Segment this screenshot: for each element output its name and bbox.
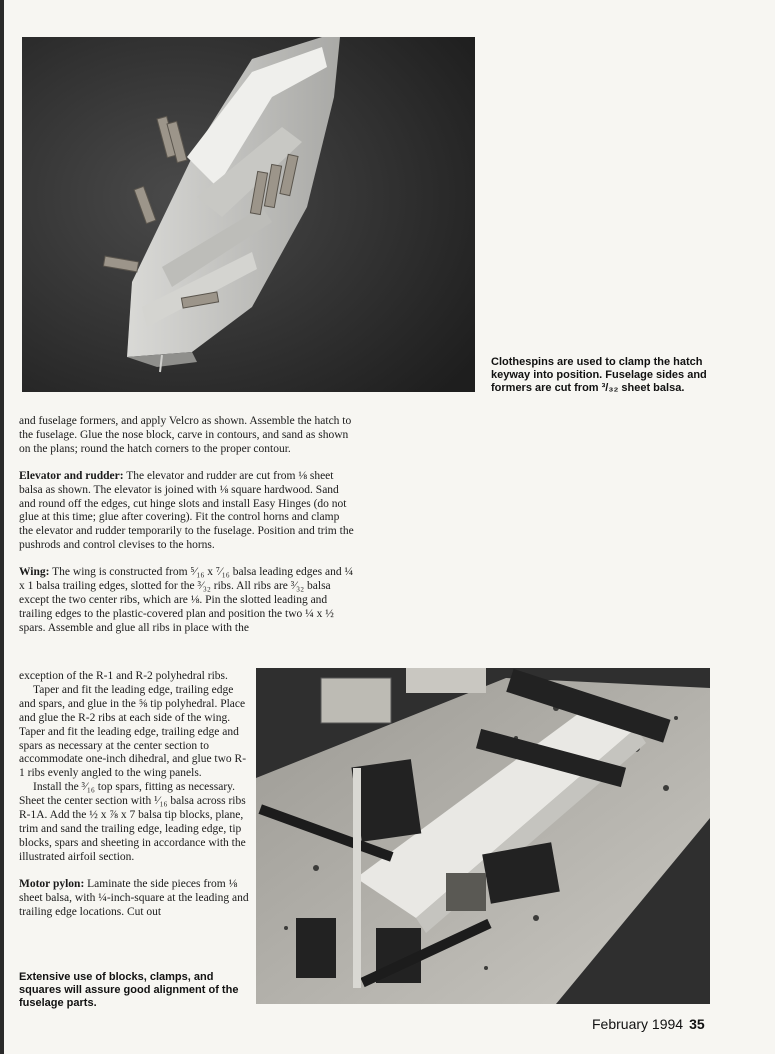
wing-text: The wing is constructed from ⁵⁄₁₆ x ⁷⁄₁₆ balsa leading edges and ¼ x 1 balsa trailing edges, slotted for the ³⁄₃₂ ribs. All ribs are ³⁄₃₂ balsa except the two center ribs, which are ⅛. Pin the slotted leading and trailing edges to the plastic-covered plan and position the two ¼ x ½ spars. Assemble and glue all ribs in place with the [19,566,354,634]
page-footer [592,1016,705,1032]
taper-paragraph: Taper and fit the leading edge, trailing edge and spars, and glue in the ⅝ tip polyhedral. Place and glue the R-2 ribs at each side of the wing. Taper and fit the leading edge, trailing edge and spars as necessary at the center section to accommodate one-inch dihedral, and glue two R-1 ribs evenly angled to the wing panels. [19,683,247,780]
building-board-photo [256,668,710,1004]
motor-heading: Motor pylon: [19,877,85,890]
intro-paragraph: and fuselage formers, and apply Velcro as shown. Assemble the hatch to the fuselage. Glue the nose block, carve in contours, and sand as shown on the plans; round the hatch corners to the proper contour. [19,415,352,455]
wing-paragraph [19,566,355,636]
elevator-paragraph [19,470,355,553]
wing-paragraph-cont: exception of the R-1 and R-2 polyhedral ribs. [19,670,228,682]
elevator-heading: Elevator and rudder: [19,469,124,482]
photo-caption-top: Clothespins are used to clamp the hatch keyway into position. Fuselage sides and formers are cut from ³/₃₂ sheet balsa. [491,356,707,394]
install-paragraph: Install the ³⁄₁₆ top spars, fitting as necessary. Sheet the center section with ¹⁄₁₆ balsa across ribs R-1A. Add the ½ x ⅞ x 7 balsa tip blocks, plane, trim and sand the trailing edge, leading edge, tip blocks, spars and sheeting in accordance with the illustrated airfoil section. [19,781,246,863]
elevator-text: The elevator and rudder are cut from ⅛ sheet balsa as shown. The elevator is joined with ⅛ square hardwood. Sand and round off the edges, cut hinge slots and install Easy Hinges (do not glue at this time; glue after covering). Fit the control horns and clamp the elevator and rudder temporarily to the fuselage. Position and trim the pushrods and control clevises to the horns. [19,469,354,552]
photo-caption-bottom: Extensive use of blocks, clamps, and squares will assure good alignment of the fuselage parts. [19,971,239,1009]
wing-heading: Wing: [19,566,50,579]
page-number: 35 [689,1016,705,1032]
article-column-lower [19,670,251,919]
page-edge [0,0,4,1054]
issue-date: February 1994 [592,1016,684,1032]
motor-text: Laminate the side pieces from ⅛ sheet balsa, with ¼-inch-square at the leading and trailing edge locations. Cut out [19,877,249,918]
fuselage-photo [22,37,475,392]
article-column-upper [19,415,355,636]
motor-paragraph [19,878,251,920]
